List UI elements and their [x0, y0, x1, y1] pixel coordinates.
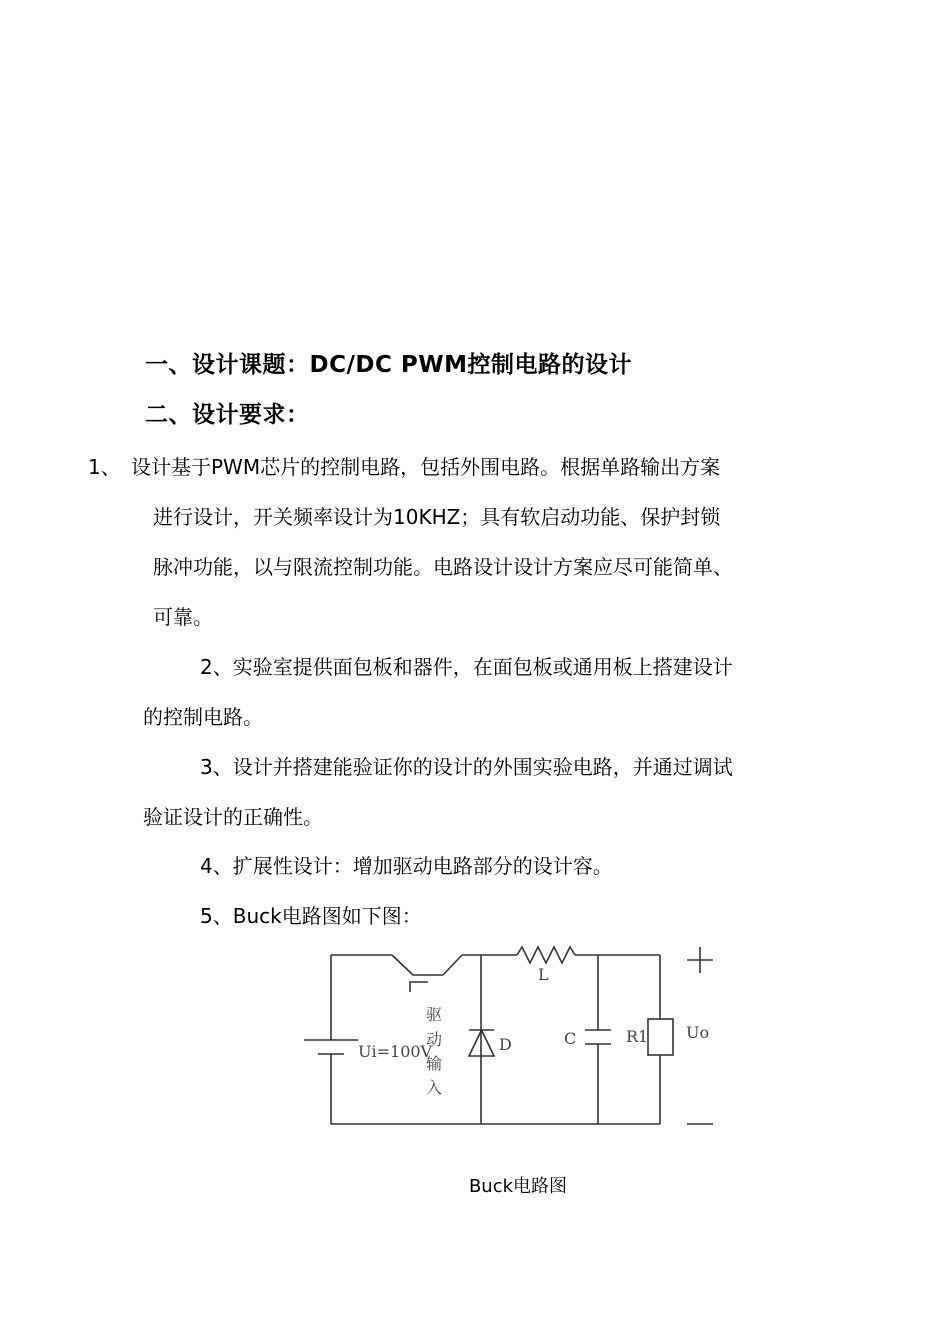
heading-topic: 一、设计课题：DC/DC PWM控制电路的设计: [145, 352, 632, 378]
req4-text: 4、扩展性设计：增加驱动电路部分的设计容。: [200, 854, 613, 878]
req3-line-2: 验证设计的正确性。: [143, 805, 323, 829]
label-ui: Ui=100V: [358, 1042, 433, 1061]
label-drive-4: 入: [426, 1078, 443, 1097]
resistor-body: [648, 1019, 673, 1055]
label-d: D: [499, 1035, 512, 1054]
label-r1: R1: [626, 1027, 649, 1046]
wire-switch-right: [443, 955, 462, 975]
req3-line-1: 3、设计并搭建能验证你的设计的外围实验电路，并通过调试: [200, 755, 733, 779]
label-drive-3: 输: [426, 1054, 443, 1073]
figure-caption: Buck电路图: [468, 1176, 568, 1197]
req1-line-1: 设计基于PWM芯片的控制电路，包括外围电路。根据单路输出方案: [131, 455, 721, 479]
req1-line-4: 可靠。: [153, 605, 213, 629]
label-l: L: [538, 965, 549, 984]
req1-number: 1、: [88, 455, 121, 479]
req1-line-2: 进行设计，开关频率设计为10KHZ；具有软启动功能、保护封锁: [153, 505, 721, 529]
label-drive-2: 动: [426, 1030, 443, 1049]
req2-line-1: 2、实验室提供面包板和器件，在面包板或通用板上搭建设计: [200, 655, 733, 679]
req1-line-3: 脉冲功能，以与限流控制功能。电路设计设计方案应尽可能简单、: [153, 555, 733, 579]
heading-requirements: 二、设计要求：: [145, 402, 310, 428]
label-c: C: [564, 1029, 577, 1048]
label-drive-1: 驱: [426, 1005, 443, 1024]
req5-text: 5、Buck电路图如下图：: [200, 904, 422, 928]
wire-switch-left: [392, 955, 413, 975]
inductor-zigzag: [517, 947, 575, 963]
label-uo: Uo: [686, 1023, 710, 1042]
req2-line-2: 的控制电路。: [143, 705, 263, 729]
switch-gate: [410, 982, 428, 992]
